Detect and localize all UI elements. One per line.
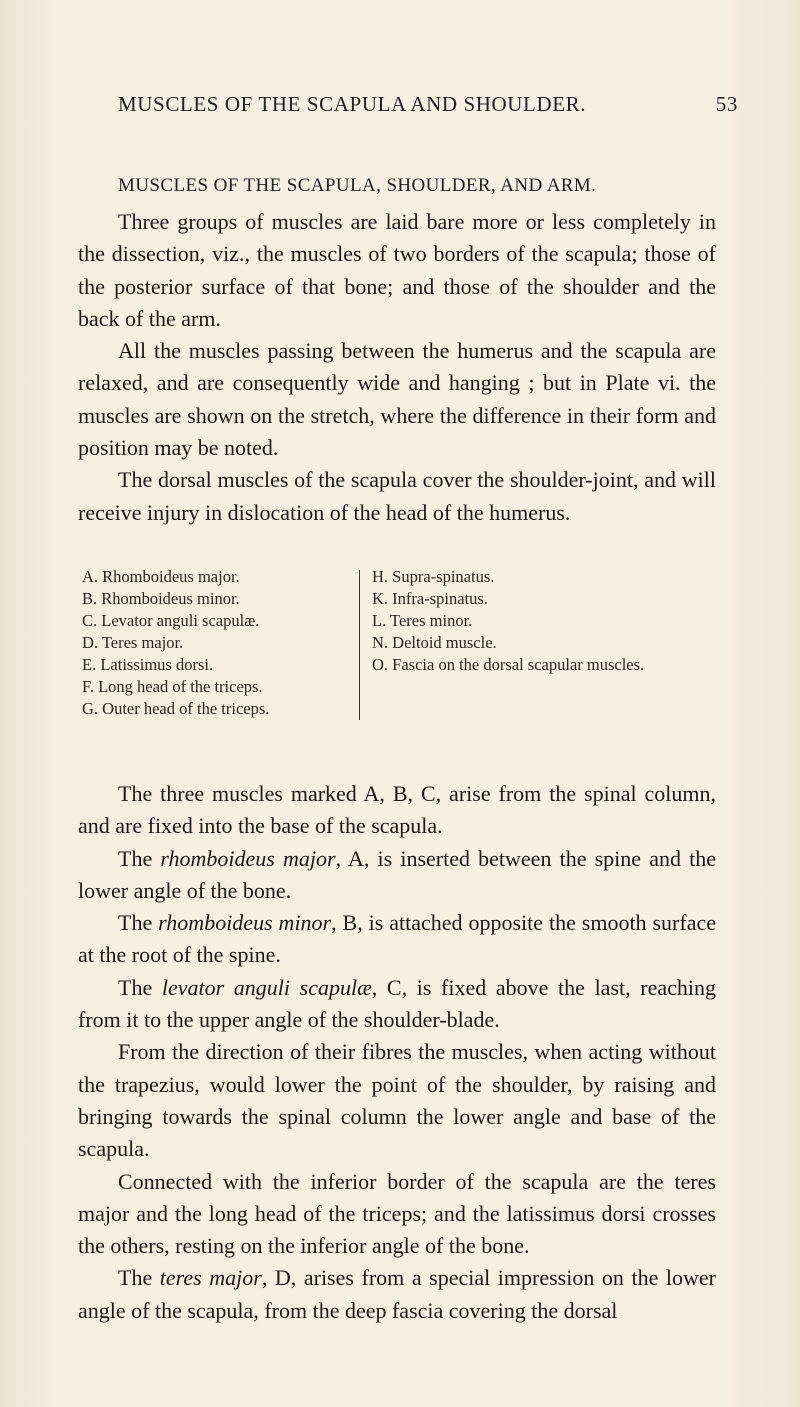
legend-entry: E. Latissimus dorsi. (82, 655, 214, 674)
text-run: , B, is attached opposite the smooth surface at the root of the spine. (78, 910, 716, 968)
text-run: , D, arises from a special impression on the lower angle of the scapula, from the deep fascia covering the dorsal (78, 1265, 716, 1323)
legend-entry: F. Long head of the triceps. (82, 677, 263, 696)
text-run: , A, is inserted between the spine and the lower angle of the bone. (78, 845, 716, 903)
page-number: 53 (715, 92, 738, 116)
legend-entry: H. Supra-spinatus. (372, 567, 495, 586)
paragraph: Connected with the inferior border of the scapula are the teres major and the long head of the triceps; and the latissimus dorsi crosses the others, resting on the inferior angle of the bone. (78, 1168, 716, 1259)
legend-entry: G. Outer head of the triceps. (82, 699, 270, 718)
paragraph (78, 972, 716, 1037)
muscle-term: rhomboideus major (160, 845, 336, 871)
legend-column-right (372, 566, 712, 676)
muscle-term: teres major (159, 1265, 262, 1291)
legend-entry: K. Infra-spinatus. (372, 589, 488, 608)
paragraph (78, 843, 716, 908)
legend-divider (359, 570, 360, 720)
running-head-title: MUSCLES OF THE SCAPULA AND SHOULDER. (118, 92, 587, 116)
text-run: The (118, 1265, 160, 1291)
legend-entry: A. Rhomboideus major. (82, 567, 240, 586)
section-heading: MUSCLES OF THE SCAPULA, SHOULDER, AND ARM. (118, 175, 597, 196)
main-text (78, 778, 716, 1327)
paragraph: The three muscles marked A, B, C, arise from the spinal column, and are fixed into the base of the scapula. (78, 781, 716, 839)
legend-entry: B. Rhomboideus minor. (82, 589, 240, 608)
text-run: The (118, 974, 162, 1000)
legend-entry: D. Teres major. (82, 633, 184, 652)
paragraph (78, 1262, 716, 1327)
legend-column-left (82, 566, 352, 720)
legend-entry: L. Teres minor. (372, 611, 473, 630)
paragraph: From the direction of their fibres the muscles, when acting without the trapezius, would lower the point of the shoulder, by raising and bringing towards the spinal column the lower angle and base of the scapula. (78, 1039, 716, 1162)
legend-entry: N. Deltoid muscle. (372, 633, 497, 652)
muscle-term: levator anguli scapulæ (161, 974, 372, 1000)
intro-text (78, 206, 716, 529)
text-run: The (118, 845, 161, 871)
paragraph (78, 907, 716, 972)
text-run: , C, is fixed above the last, reaching from it to the upper angle of the shoulder-blade. (78, 974, 716, 1033)
muscle-term: rhomboideus minor (158, 910, 332, 936)
legend-entry: O. Fascia on the dorsal scapular muscles. (372, 655, 645, 674)
paragraph: All the muscles passing between the humerus and the scapula are relaxed, and are consequently wide and hanging ; but in Plate vi. the muscles are shown on the stretch, where the difference in their form and position may be noted. (78, 338, 716, 461)
paragraph: The dorsal muscles of the scapula cover the shoulder-joint, and will receive injury in dislocation of the head of the humerus. (78, 467, 716, 525)
paragraph: Three groups of muscles are laid bare more or less completely in the dissection, viz., the muscles of two borders of the scapula; those of the posterior surface of that bone; and those of the shoulder and the back of the arm. (78, 209, 716, 331)
legend-entry: C. Levator anguli scapulæ. (82, 611, 260, 630)
text-run: The (118, 910, 159, 936)
